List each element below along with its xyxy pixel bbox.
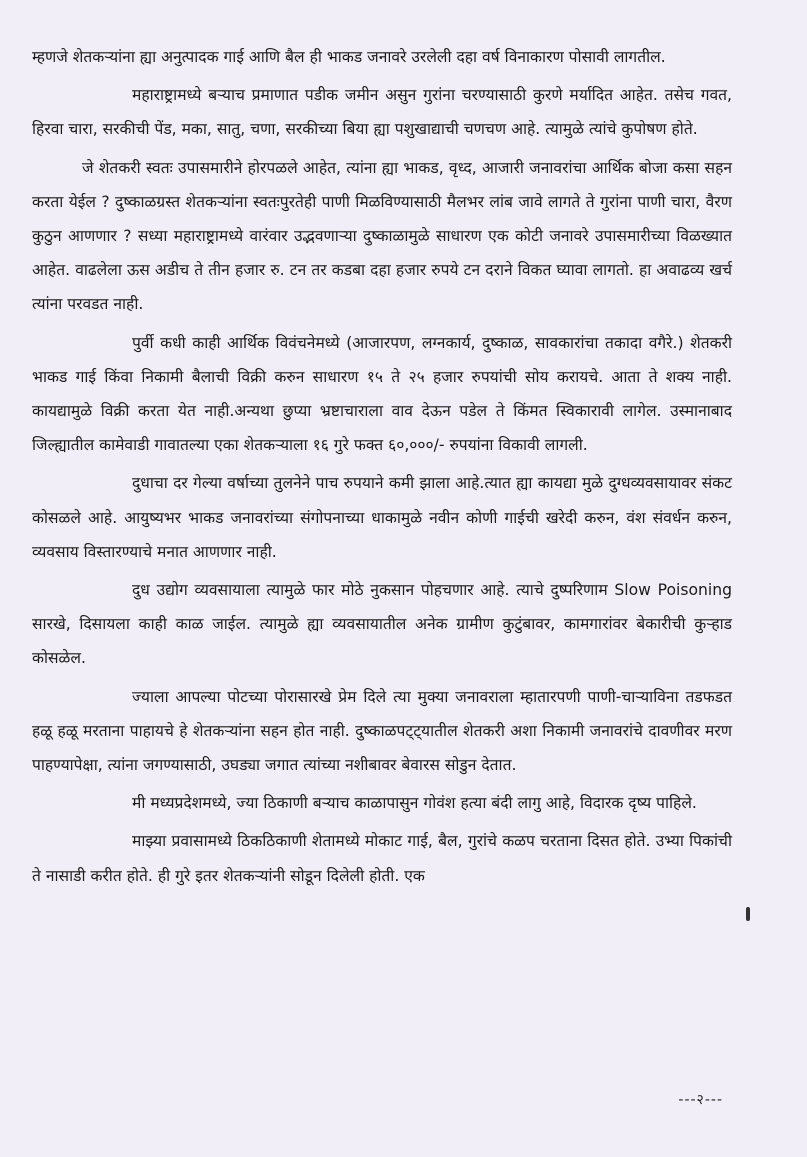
paragraph-6: दुध उद्योग व्यवसायाला त्यामुळे फार मोठे नुकसान पोहचणार आहे. त्याचे दुष्परिणाम Slow Poisoning सारखे, दिसायला काही काळ जाईल. त्यामुळे ह्या व्यवसायातील अनेक ग्रामीण कुटुंबावर, कामगारांवर बेकारीची कुऱ्हाड कोसळेल. [32,581,732,668]
paragraph-4: पुर्वी कधी काही आर्थिक विवंचनेमध्ये (आजारपण, लग्नकार्य, दुष्काळ, सावकारांचा तकादा वगैरे.) शेतकरी भाकड गाई किंवा निकामी बैलाची विक्री करुन साधारण १५ ते २५ हजार रुपयांची सोय करायचे. आता ते शक्य नाही. कायद्यामुळे विक्री करता येत नाही.अन्यथा छुप्या भ्रष्टाचाराला वाव देऊन पडेल ते किंमत स्विकारावी लागेल. उस्मानाबाद जिल्ह्यातील कामेवाडी गावातल्या एका शेतकऱ्याला १६ गुरे फक्त ६०,०००/- रुपयांना विकावी लागली. [32,333,732,455]
paragraph-5: दुधाचा दर गेल्या वर्षाच्या तुलनेने पाच रुपयाने कमी झाला आहे.त्यात ह्या कायद्या मुळे दुग्धव्यवसायावर संकट कोसळले आहे. आयुष्यभर भाकड जनावरांच्या संगोपनाच्या धाकामुळे नवीन कोणी गाईची खरेदी करुन, वंश संवर्धन करुन, व्यवसाय विस्तारण्याचे मनात आणणार नाही. [32,474,732,561]
paragraph-8: मी मध्यप्रदेशमध्ये, ज्या ठिकाणी बऱ्याच काळापासुन गोवंश हत्या बंदी लागु आहे, विदारक दृष्य पाहिले. [132,794,697,813]
ink-smudge-mark [746,907,750,921]
page-number: ---२--- [678,1092,723,1108]
body-text [32,40,732,893]
paragraph-1: म्हणजे शेतकऱ्यांना ह्या अनुत्पादक गाई आणि बैल ही भाकड जनावरे उरलेली दहा वर्ष विनाकारण पोसावी लागतील. [32,48,666,66]
paragraph-7: ज्याला आपल्या पोटच्या पोरासारखे प्रेम दिले त्या मुक्या जनावराला म्हातारपणी पाणी-चाऱ्याविना तडफडत हळू हळू मरताना पाहायचे हे शेतकऱ्यांना सहन होत नाही. दुष्काळपट्ट्यातील शेतकरी अशा निकामी जनावरांचे दावणीवर मरण पाहण्यापेक्षा, त्यांना जगण्यासाठी, उघड्या जगात त्यांच्या नशीबावर बेवारस सोडुन देतात. [32,687,732,775]
paragraph-9: माझ्या प्रवासामध्ये ठिकठिकाणी शेतामध्ये मोकाट गाई, बैल, गुरांचे कळप चरताना दिसत होते. उभ्या पिकांची ते नासाडी करीत होते. ही गुरे इतर शेतकऱ्यांनी सोडून दिलेली होती. एक [32,832,732,885]
paragraph-2: महाराष्ट्रामध्ये बऱ्याच प्रमाणात पडीक जमीन असुन गुरांना चरण्यासाठी कुरणे मर्यादित आहेत. तसेच गवत, हिरवा चारा, सरकीची पेंड, मका, सातु, चणा, सरकीच्या बिया ह्या पशुखाद्याची चणचण आहे. त्यामुळे त्यांचे कुपोषण होते. [32,86,732,139]
paragraph-3: जे शेतकरी स्वतः उपासमारीने होरपळले आहेत, त्यांना ह्या भाकड, वृध्द, आजारी जनावरांचा आर्थिक बोजा कसा सहन करता येईल ? दुष्काळग्रस्त शेतकऱ्यांना स्वतःपुरतेही पाणी मिळविण्यासाठी मैलभर लांब जावे लागते ते गुरांना पाणी चारा, वैरण कुठुन आणणार ? सध्या महाराष्ट्रामध्ये वारंवार उद्भवणाऱ्या दुष्काळामुळे साधारण एक कोटी जनावरे उपासमारीच्या विळख्यात आहेत. वाढलेला ऊस अडीच ते तीन हजार रु. टन तर कडबा दहा हजार रुपये टन दराने विकत घ्यावा लागतो. हा अवाढव्य खर्च त्यांना परवडत नाही. [32,158,732,314]
